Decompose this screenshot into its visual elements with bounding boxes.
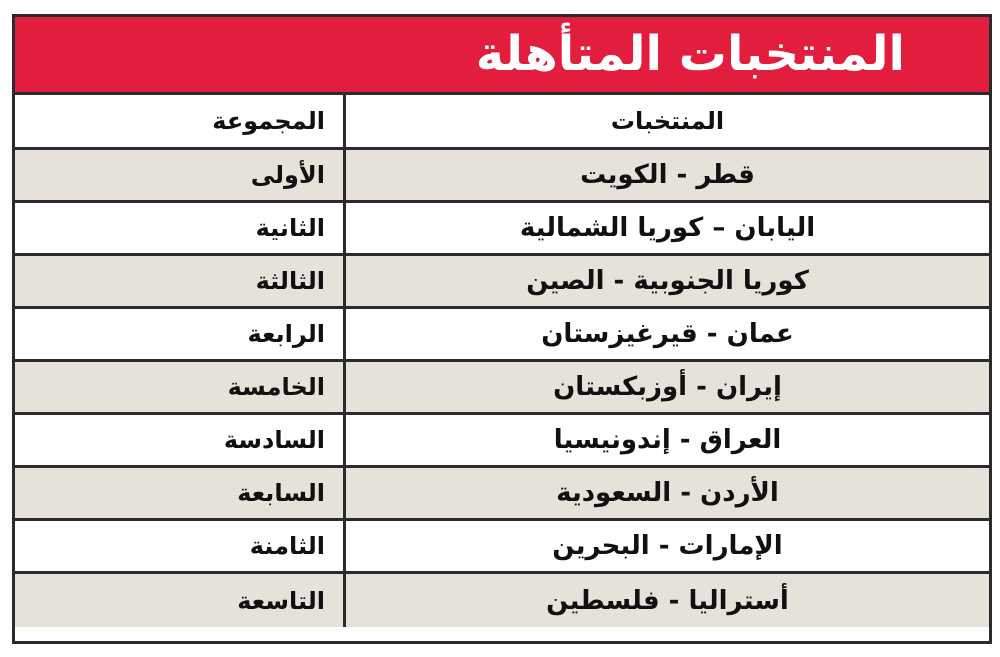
teams-cell: الإمارات - البحرين xyxy=(552,531,783,561)
table-row xyxy=(15,362,989,415)
table-header-row xyxy=(15,95,989,150)
teams-cell: العراق - إندونيسيا xyxy=(553,425,782,455)
table-row xyxy=(15,521,989,574)
header-group: المجموعة xyxy=(212,107,325,135)
header-teams: المنتخبات xyxy=(610,107,725,135)
teams-cell: كوريا الجنوبية - الصين xyxy=(526,266,809,296)
group-cell: الخامسة xyxy=(227,373,325,401)
table-title: المنتخبات المتأهلة xyxy=(475,26,905,82)
table-row xyxy=(15,256,989,309)
title-bar xyxy=(15,17,989,95)
group-cell: السادسة xyxy=(223,426,325,454)
group-cell: الثالثة xyxy=(255,267,325,295)
qualified-teams-table-frame xyxy=(12,14,992,644)
group-cell: الثانية xyxy=(255,214,325,242)
group-cell: السابعة xyxy=(237,479,325,507)
group-cell: الثامنة xyxy=(249,532,325,560)
group-cell: التاسعة xyxy=(237,586,325,615)
table-row xyxy=(15,150,989,203)
group-cell: الأولى xyxy=(250,161,325,189)
table-row xyxy=(15,309,989,362)
teams-cell: اليابان – كوريا الشمالية xyxy=(519,213,816,243)
table-row xyxy=(15,574,989,627)
teams-cell: الأردن - السعودية xyxy=(556,478,779,508)
table-row xyxy=(15,468,989,521)
teams-cell: إيران - أوزبكستان xyxy=(553,372,782,402)
table-row xyxy=(15,203,989,256)
teams-cell: أستراليا - فلسطين xyxy=(546,585,789,616)
group-cell: الرابعة xyxy=(247,320,325,348)
table-row xyxy=(15,415,989,468)
qualified-teams-table xyxy=(15,95,989,627)
teams-cell: قطر - الكويت xyxy=(580,160,755,190)
teams-cell: عمان - قيرغيزستان xyxy=(541,319,794,349)
